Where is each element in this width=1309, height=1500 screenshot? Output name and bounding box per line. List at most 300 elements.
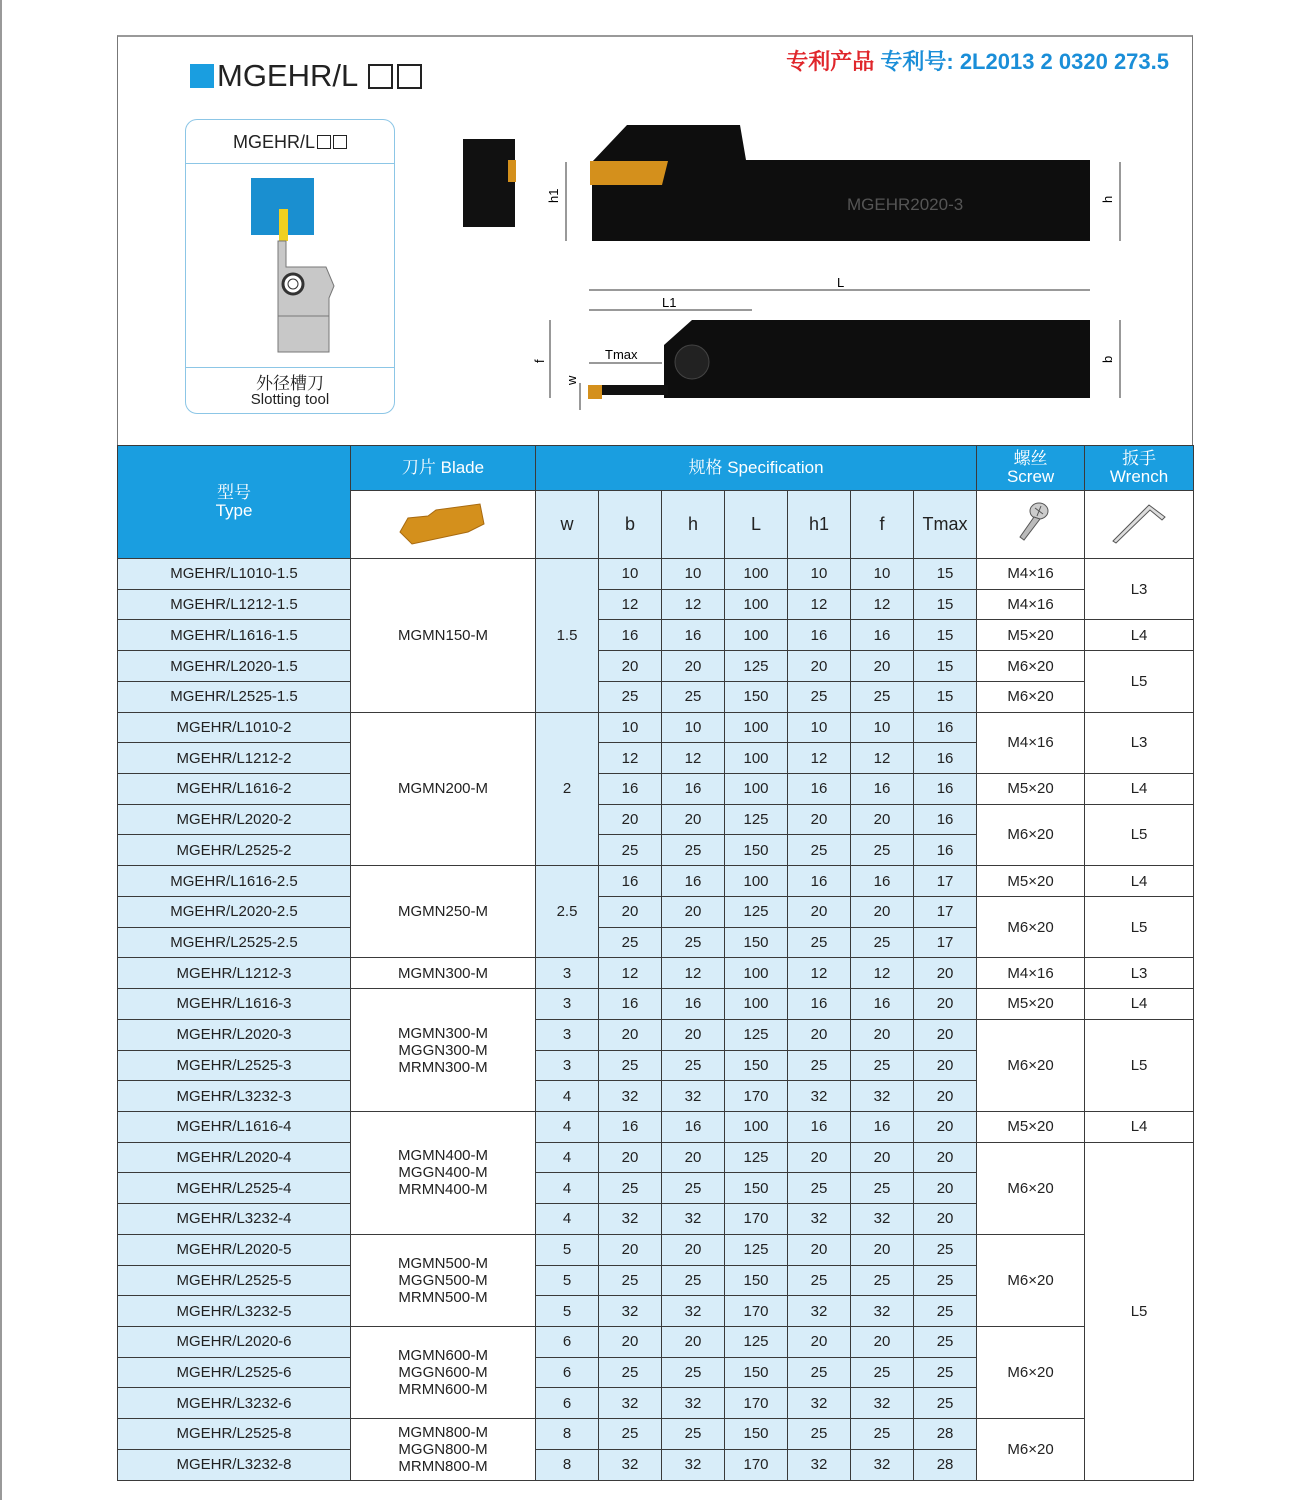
type-cell: MGEHR/L1616-2	[118, 774, 351, 805]
blade-code: MRMN600-M	[398, 1381, 488, 1399]
f-cell: 25	[851, 927, 914, 958]
b-cell: 20	[599, 1019, 662, 1050]
b-cell: 16	[599, 1111, 662, 1142]
screw-cell: M6×20	[977, 804, 1085, 865]
tmax-cell: 20	[914, 1204, 977, 1235]
type-cell: MGEHR/L2525-2	[118, 835, 351, 866]
l-cell: 170	[725, 1449, 788, 1480]
h1-cell: 16	[788, 866, 851, 897]
type-cell: MGEHR/L1212-3	[118, 958, 351, 989]
h-cell: 32	[662, 1449, 725, 1480]
h-cell: 32	[662, 1081, 725, 1112]
screw-cell: M4×16	[977, 589, 1085, 620]
w-cell: 4	[536, 1142, 599, 1173]
l-cell: 150	[725, 835, 788, 866]
type-cell: MGEHR/L2525-4	[118, 1173, 351, 1204]
wrench-en: Wrench	[1109, 467, 1169, 486]
type-cell: MGEHR/L3232-4	[118, 1204, 351, 1235]
table-row	[118, 651, 1194, 682]
l-cell: 150	[725, 1173, 788, 1204]
table-row	[118, 774, 1194, 805]
title-text: MGEHR/L	[217, 58, 359, 93]
tmax-cell: 25	[914, 1357, 977, 1388]
l-cell: 100	[725, 774, 788, 805]
w-cell: 2.5	[536, 866, 599, 958]
header-screw	[977, 446, 1085, 491]
table-row	[118, 589, 1194, 620]
wrench-cell: L3	[1085, 958, 1194, 989]
type-cell: MGEHR/L2525-5	[118, 1265, 351, 1296]
f-cell: 16	[851, 989, 914, 1020]
screw-icon	[1011, 501, 1051, 545]
h-cell: 20	[662, 1142, 725, 1173]
blade-cell	[351, 958, 536, 989]
l-cell: 150	[725, 1357, 788, 1388]
l-cell: 100	[725, 559, 788, 590]
b-cell: 25	[599, 927, 662, 958]
caption-cn: 外径槽刀	[256, 374, 324, 393]
tmax-cell: 20	[914, 958, 977, 989]
h-cell: 16	[662, 774, 725, 805]
tmax-cell: 28	[914, 1449, 977, 1480]
label-L: L	[837, 275, 845, 290]
label-f: f	[532, 359, 547, 363]
tmax-cell: 16	[914, 835, 977, 866]
tmax-cell: 20	[914, 1081, 977, 1112]
b-cell: 25	[599, 1173, 662, 1204]
f-cell: 25	[851, 835, 914, 866]
spec-col-w: w	[536, 491, 599, 559]
f-cell: 20	[851, 804, 914, 835]
l-cell: 150	[725, 927, 788, 958]
wrench-cn: 扳手	[1122, 449, 1157, 468]
tmax-cell: 15	[914, 651, 977, 682]
type-cell: MGEHR/L2020-1.5	[118, 651, 351, 682]
table-row	[118, 1234, 1194, 1265]
insert-icon	[590, 161, 668, 185]
w-cell: 6	[536, 1357, 599, 1388]
f-cell: 16	[851, 620, 914, 651]
l-cell: 100	[725, 866, 788, 897]
b-cell: 12	[599, 958, 662, 989]
screw-cell: M6×20	[977, 1234, 1085, 1326]
table-row	[118, 958, 1194, 989]
screw-cell: M4×16	[977, 958, 1085, 989]
wrench-cell: L4	[1085, 1111, 1194, 1142]
tmax-cell: 25	[914, 1326, 977, 1357]
b-cell: 25	[599, 1357, 662, 1388]
screw-cell: M6×20	[977, 651, 1085, 682]
b-cell: 12	[599, 589, 662, 620]
table-row	[118, 1419, 1194, 1450]
slotting-tool-icon	[186, 164, 395, 368]
l-cell: 150	[725, 1265, 788, 1296]
screw-image	[977, 491, 1085, 559]
wrench-cell: L5	[1085, 1019, 1194, 1111]
l-cell: 100	[725, 712, 788, 743]
h-cell: 16	[662, 1111, 725, 1142]
w-cell: 3	[536, 1019, 599, 1050]
blade-cell	[351, 1234, 536, 1326]
h-cell: 25	[662, 1357, 725, 1388]
w-cell: 5	[536, 1296, 599, 1327]
wrench-cell: L5	[1085, 896, 1194, 957]
header-type	[118, 446, 351, 559]
blade-code: MGGN500-M	[398, 1271, 488, 1289]
h1-cell: 25	[788, 1050, 851, 1081]
h1-cell: 20	[788, 896, 851, 927]
h-cell: 25	[662, 927, 725, 958]
f-cell: 20	[851, 1326, 914, 1357]
type-cell: MGEHR/L1212-2	[118, 743, 351, 774]
h-cell: 25	[662, 1265, 725, 1296]
f-cell: 20	[851, 896, 914, 927]
type-cell: MGEHR/L1010-2	[118, 712, 351, 743]
h-cell: 32	[662, 1296, 725, 1327]
h-cell: 16	[662, 620, 725, 651]
l-cell: 125	[725, 804, 788, 835]
f-cell: 16	[851, 1111, 914, 1142]
f-cell: 10	[851, 712, 914, 743]
blade-cell	[351, 1326, 536, 1418]
wrench-cell: L3	[1085, 712, 1194, 773]
screw-cell: M4×16	[977, 559, 1085, 590]
tmax-cell: 28	[914, 1419, 977, 1450]
type-cell: MGEHR/L2020-3	[118, 1019, 351, 1050]
f-cell: 20	[851, 1142, 914, 1173]
patent-number: 专利号: 2L2013 2 0320 273.5	[880, 49, 1169, 74]
h1-cell: 20	[788, 1019, 851, 1050]
header-spec: 规格 Specification	[536, 446, 977, 491]
wrench-image	[1085, 491, 1194, 559]
b-cell: 32	[599, 1204, 662, 1235]
h-cell: 16	[662, 989, 725, 1020]
l-cell: 100	[725, 620, 788, 651]
h1-cell: 16	[788, 989, 851, 1020]
b-cell: 32	[599, 1296, 662, 1327]
screw-cell: M6×20	[977, 896, 1085, 957]
b-cell: 20	[599, 1234, 662, 1265]
h-cell: 20	[662, 804, 725, 835]
spec-col-h1: h1	[788, 491, 851, 559]
table-row	[118, 559, 1194, 590]
label-h1: h1	[546, 188, 561, 203]
f-cell: 20	[851, 651, 914, 682]
blade-cell	[351, 712, 536, 866]
l-cell: 100	[725, 1111, 788, 1142]
h1-cell: 32	[788, 1081, 851, 1112]
blade-code: MGMN800-M	[397, 1423, 488, 1441]
h1-cell: 25	[788, 681, 851, 712]
h-cell: 32	[662, 1204, 725, 1235]
f-cell: 12	[851, 743, 914, 774]
l-cell: 125	[725, 651, 788, 682]
tmax-cell: 16	[914, 712, 977, 743]
w-cell: 4	[536, 1081, 599, 1112]
wrench-cell: L4	[1085, 620, 1194, 651]
spec-table	[117, 445, 1194, 1481]
w-cell: 3	[536, 989, 599, 1020]
f-cell: 25	[851, 1357, 914, 1388]
h1-cell: 25	[788, 835, 851, 866]
w-cell: 8	[536, 1449, 599, 1480]
h-cell: 10	[662, 559, 725, 590]
w-cell: 3	[536, 1050, 599, 1081]
wrench-cell: L4	[1085, 989, 1194, 1020]
table-row	[118, 1326, 1194, 1357]
f-cell: 32	[851, 1296, 914, 1327]
screw-en: Screw	[1006, 467, 1055, 486]
h-cell: 25	[662, 1173, 725, 1204]
type-cell: MGEHR/L2020-2.5	[118, 896, 351, 927]
table-row	[118, 681, 1194, 712]
tmax-cell: 25	[914, 1234, 977, 1265]
wrench-cell: L5	[1085, 1142, 1194, 1480]
w-cell: 8	[536, 1419, 599, 1450]
l-cell: 150	[725, 1050, 788, 1081]
h1-cell: 25	[788, 1265, 851, 1296]
blade-code: MGMN600-M	[397, 1347, 488, 1365]
end-view	[463, 139, 515, 227]
h1-cell: 25	[788, 927, 851, 958]
l-cell: 150	[725, 681, 788, 712]
card-caption	[186, 368, 394, 408]
type-cell: MGEHR/L2525-1.5	[118, 681, 351, 712]
tmax-cell: 16	[914, 774, 977, 805]
tmax-cell: 16	[914, 804, 977, 835]
tool-type-card	[185, 119, 395, 414]
type-cell: MGEHR/L2020-5	[118, 1234, 351, 1265]
l-cell: 150	[725, 1419, 788, 1450]
patent-label: 专利产品	[786, 49, 875, 74]
h-cell: 20	[662, 651, 725, 682]
blade-cell	[351, 866, 536, 958]
b-cell: 10	[599, 712, 662, 743]
type-cell: MGEHR/L3232-8	[118, 1449, 351, 1480]
tmax-cell: 17	[914, 896, 977, 927]
l-cell: 125	[725, 1019, 788, 1050]
f-cell: 32	[851, 1204, 914, 1235]
h1-cell: 16	[788, 1111, 851, 1142]
blade-code: MGMN500-M	[397, 1254, 488, 1272]
top-view-body	[664, 320, 1090, 398]
f-cell: 20	[851, 1234, 914, 1265]
blade-code: MGMN400-M	[397, 1147, 488, 1165]
screw-cell: M6×20	[977, 1019, 1085, 1111]
h1-cell: 10	[788, 559, 851, 590]
label-w: w	[564, 375, 579, 385]
wrench-cell: L5	[1085, 804, 1194, 865]
type-cell: MGEHR/L2020-6	[118, 1326, 351, 1357]
w-cell: 4	[536, 1173, 599, 1204]
spec-col-h: h	[662, 491, 725, 559]
tmax-cell: 25	[914, 1296, 977, 1327]
table-row	[118, 1142, 1194, 1173]
f-cell: 25	[851, 1050, 914, 1081]
type-cell: MGEHR/L1616-2.5	[118, 866, 351, 897]
b-cell: 25	[599, 1050, 662, 1081]
spec-col-l: L	[725, 491, 788, 559]
b-cell: 20	[599, 1142, 662, 1173]
screw-cell: M6×20	[977, 1419, 1085, 1480]
screw-cn: 螺丝	[1013, 449, 1048, 468]
h-cell: 20	[662, 896, 725, 927]
w-cell: 5	[536, 1234, 599, 1265]
l-cell: 170	[725, 1388, 788, 1419]
f-cell: 32	[851, 1388, 914, 1419]
type-cell: MGEHR/L1010-1.5	[118, 559, 351, 590]
f-cell: 12	[851, 589, 914, 620]
placeholder-boxes	[315, 132, 347, 152]
b-cell: 25	[599, 1265, 662, 1296]
f-cell: 16	[851, 866, 914, 897]
wrench-cell: L5	[1085, 651, 1194, 712]
type-cell: MGEHR/L2525-3	[118, 1050, 351, 1081]
page-title	[190, 58, 422, 94]
h1-cell: 32	[788, 1449, 851, 1480]
blade-code: MGGN600-M	[398, 1364, 488, 1382]
blade-code: MRMN400-M	[398, 1181, 488, 1199]
blade-image	[351, 491, 536, 559]
h-cell: 25	[662, 835, 725, 866]
l-cell: 100	[725, 958, 788, 989]
h1-cell: 32	[788, 1204, 851, 1235]
b-cell: 32	[599, 1449, 662, 1480]
b-cell: 20	[599, 651, 662, 682]
h1-cell: 20	[788, 1326, 851, 1357]
screw-cell: M6×20	[977, 1142, 1085, 1234]
b-cell: 16	[599, 866, 662, 897]
blade-cell	[351, 559, 536, 713]
h-cell: 25	[662, 681, 725, 712]
tool-drawing	[442, 115, 1142, 425]
screw-cell: M4×16	[977, 712, 1085, 773]
w-cell: 6	[536, 1388, 599, 1419]
placeholder-boxes	[368, 64, 422, 89]
spec-col-tmax: Tmax	[914, 491, 977, 559]
tmax-cell: 25	[914, 1388, 977, 1419]
h1-cell: 12	[788, 958, 851, 989]
l-cell: 100	[725, 589, 788, 620]
screw-cell: M5×20	[977, 774, 1085, 805]
caption-en: Slotting tool	[250, 391, 330, 408]
b-cell: 32	[599, 1388, 662, 1419]
screw-cell: M6×20	[977, 681, 1085, 712]
tmax-cell: 17	[914, 866, 977, 897]
w-cell: 4	[536, 1111, 599, 1142]
h1-cell: 16	[788, 620, 851, 651]
l-cell: 100	[725, 743, 788, 774]
tmax-cell: 17	[914, 927, 977, 958]
b-cell: 16	[599, 620, 662, 651]
type-cell: MGEHR/L3232-6	[118, 1388, 351, 1419]
tmax-cell: 15	[914, 620, 977, 651]
f-cell: 32	[851, 1081, 914, 1112]
tmax-cell: 15	[914, 681, 977, 712]
f-cell: 25	[851, 1265, 914, 1296]
b-cell: 32	[599, 1081, 662, 1112]
tmax-cell: 20	[914, 1050, 977, 1081]
blade-code: MGMN150-M	[397, 626, 488, 644]
blade-code: MGMN200-M	[397, 780, 488, 798]
b-cell: 20	[599, 896, 662, 927]
type-en: Type	[215, 501, 253, 520]
l-cell: 125	[725, 1142, 788, 1173]
slotting-diagram	[186, 164, 394, 368]
b-cell: 10	[599, 559, 662, 590]
type-cn: 型号	[217, 483, 251, 502]
b-cell: 25	[599, 835, 662, 866]
blade-code: MRMN800-M	[398, 1457, 488, 1475]
blade-code: MGMN250-M	[397, 903, 488, 921]
tmax-cell: 20	[914, 1111, 977, 1142]
f-cell: 25	[851, 1419, 914, 1450]
side-view-body	[592, 125, 1090, 241]
blade-code: MRMN300-M	[398, 1058, 488, 1076]
b-cell: 25	[599, 1419, 662, 1450]
patent-info	[786, 45, 1169, 76]
tmax-cell: 20	[914, 1173, 977, 1204]
blade-code: MGGN400-M	[398, 1164, 488, 1182]
h1-cell: 12	[788, 743, 851, 774]
body-marking: MGEHR2020-3	[847, 195, 964, 214]
tmax-cell: 20	[914, 1142, 977, 1173]
f-cell: 16	[851, 774, 914, 805]
h1-cell: 32	[788, 1388, 851, 1419]
table-row	[118, 712, 1194, 743]
blade-code: MGGN800-M	[398, 1440, 488, 1458]
h-cell: 20	[662, 1234, 725, 1265]
h-cell: 20	[662, 1326, 725, 1357]
table-row	[118, 804, 1194, 835]
w-cell: 6	[536, 1326, 599, 1357]
blade-cell	[351, 1111, 536, 1234]
card-title-text: MGEHR/L	[232, 132, 315, 152]
w-cell: 3	[536, 958, 599, 989]
type-cell: MGEHR/L3232-5	[118, 1296, 351, 1327]
blade-code: MGGN300-M	[398, 1041, 488, 1059]
f-cell: 20	[851, 1019, 914, 1050]
blade-cell	[351, 1419, 536, 1480]
tmax-cell: 20	[914, 989, 977, 1020]
blade-code: MRMN500-M	[398, 1288, 488, 1306]
table-row	[118, 866, 1194, 897]
type-cell: MGEHR/L3232-3	[118, 1081, 351, 1112]
h1-cell: 25	[788, 1419, 851, 1450]
w-cell: 5	[536, 1265, 599, 1296]
b-cell: 12	[599, 743, 662, 774]
b-cell: 20	[599, 1326, 662, 1357]
wrench-cell: L4	[1085, 774, 1194, 805]
wrench-cell: L3	[1085, 559, 1194, 620]
b-cell: 25	[599, 681, 662, 712]
h-cell: 12	[662, 958, 725, 989]
type-cell: MGEHR/L2525-6	[118, 1357, 351, 1388]
f-cell: 32	[851, 1449, 914, 1480]
table-row	[118, 620, 1194, 651]
table-row	[118, 1111, 1194, 1142]
blade-code: MGMN300-M	[397, 964, 488, 982]
card-title	[186, 120, 394, 164]
type-cell: MGEHR/L2525-2.5	[118, 927, 351, 958]
h1-cell: 10	[788, 712, 851, 743]
h-cell: 25	[662, 1419, 725, 1450]
f-cell: 25	[851, 1173, 914, 1204]
table-row	[118, 1019, 1194, 1050]
l-cell: 125	[725, 1326, 788, 1357]
h1-cell: 20	[788, 1142, 851, 1173]
hex-wrench-icon	[1107, 501, 1171, 545]
